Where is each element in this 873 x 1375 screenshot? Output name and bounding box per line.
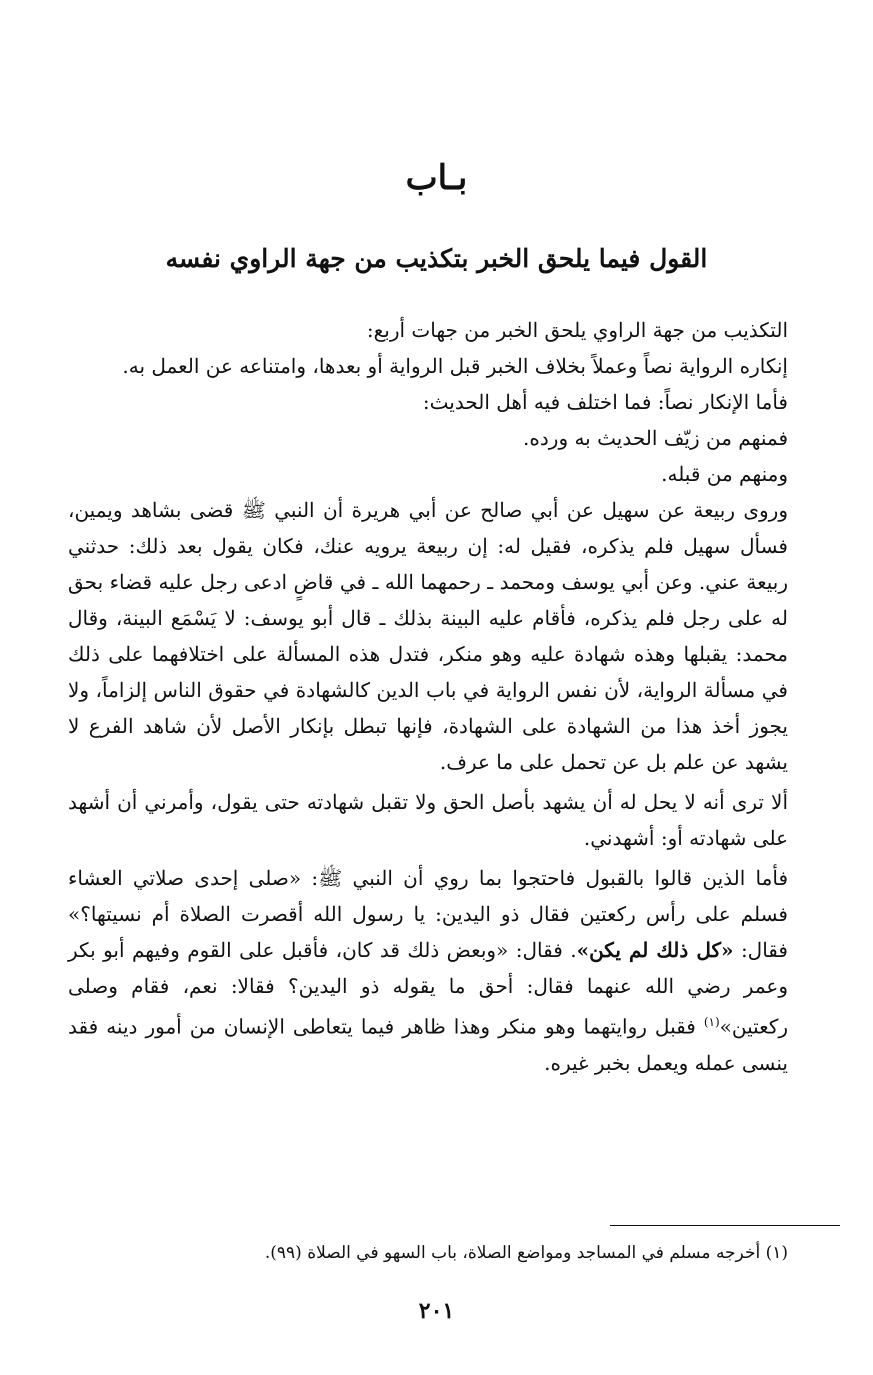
paragraph-8-part3: فقبل روايتهما وهو منكر وهذا ظاهر فيما يتعاطى الإنسان من أمور دينه فقد ينسى عمله ويعمل بخبر غيره. [68,1014,788,1075]
paragraph-4: فمنهم من زيّف الحديث به ورده. [523,426,788,450]
paragraph-6: وروى ربيعة عن سهيل عن أبي صالح عن أبي هريرة أن النبي ﷺ قضى بشاهد ويمين، فسأل سهيل فلم يذكره، فقيل له: إن ربيعة يرويه عنك، فكان يقول بعد ذلك: حدثني ربيعة عني. وعن أبي يوسف ومحمد ـ رحمهما الله ـ في قاضٍ ادعى رجل عليه قضاء بحق له على رجل فلم يذكره، فأقام عليه البينة بذلك ـ قال أبو يوسف: لا يَسْمَع البينة، وقال محمد: يقبلها وهذه شهادة عليه وهو منكر، فتدل هذه المسألة على اختلافهما على ذلك في مسألة الرواية، لأن نفس الرواية في باب الدين كالشهادة في حقوق الناس إلزاماً، ولا يجوز أخذ هذا من الشهادة على الشهادة، فإنها تبطل بإنكار الأصل لأن شاهد الفرع لا يشهد عن علم بل عن تحمل على ما عرف. [68,498,788,774]
section-title: القول فيما يلحق الخبر بتكذيب من جهة الراوي نفسه [165,244,708,273]
footnote-reference: (١) [703,1015,720,1029]
paragraph-2: إنكاره الرواية نصاً وعملاً بخلاف الخبر قبل الرواية أو بعدها، وامتناعه عن العمل به. [122,354,788,378]
paragraph-5: ومنهم من قبله. [661,462,788,486]
chapter-title: بـاب [405,158,468,198]
paragraph-8-part2: . فقال: «وبعض ذلك قد كان، فأقبل على القوم وفيهم أبو بكر وعمر رضي الله عنهما فقال: أحق ما يقوله ذو اليدين؟ فقالا: نعم، فقام وصلى ركعتين» [68,938,788,1039]
paragraph-8-quote: «كل ذلك لم يكن» [576,938,734,962]
body-text [68,312,788,1081]
paragraph-8 [68,860,788,1081]
paragraph-8-part1: فأما الذين قالوا بالقبول فاحتجوا بما روي أن النبي ﷺ: «صلى إحدى صلاتي العشاء فسلم على رأس ركعتين فقال ذو اليدين: يا رسول الله أقصرت الصلاة أم نسيتها؟» فقال: [68,866,788,962]
footnote: (١) أخرجه مسلم في المساجد ومواضع الصلاة، باب السهو في الصلاة (٩٩). [264,1243,788,1263]
page-number: ٢٠١ [418,1298,455,1324]
paragraph-3: فأما الإنكار نصاً: فما اختلف فيه أهل الحديث: [422,390,788,414]
paragraph-7: ألا ترى أنه لا يحل له أن يشهد بأصل الحق ولا تقبل شهادته حتى يقول، وأمرني أن أشهد على شهادته أو: أشهدني. [68,790,788,850]
footnote-divider [610,1225,840,1226]
paragraph-1: التكذيب من جهة الراوي يلحق الخبر من جهات أربع: [366,318,788,342]
